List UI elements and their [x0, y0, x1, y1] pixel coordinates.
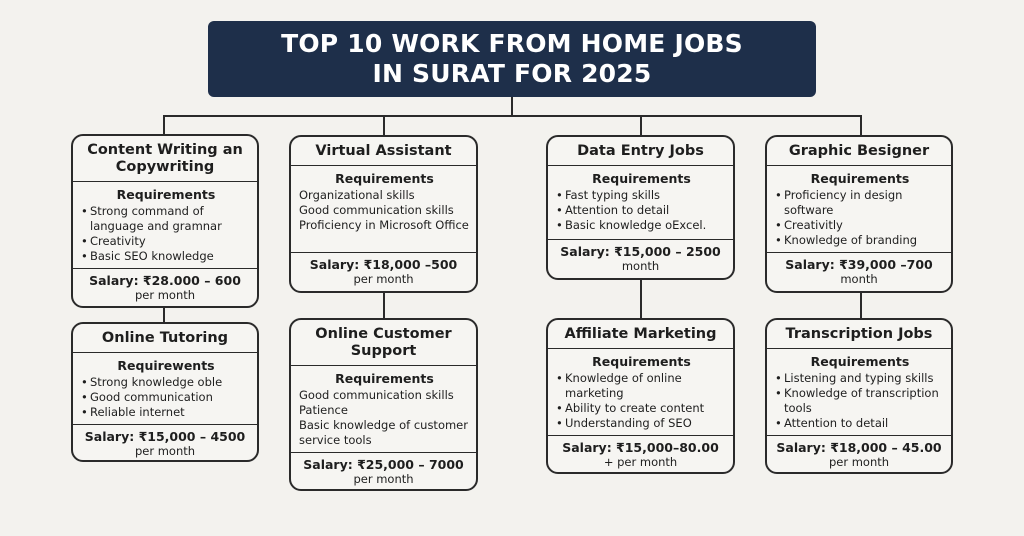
connector-title-stem: [511, 97, 513, 116]
bullet-icon: •: [81, 405, 88, 419]
requirement-item: [81, 405, 251, 420]
title-line-1: TOP 10 WORK FROM HOME JOBS: [281, 29, 743, 58]
salary-section: [291, 253, 476, 291]
card-title: [291, 320, 476, 366]
job-card-online-customer-support: [289, 318, 478, 491]
bullet-icon: •: [775, 218, 782, 232]
requirement-text: Organizational skills: [299, 188, 415, 202]
connector-col3-vertical: [640, 280, 642, 318]
bullet-icon: •: [81, 234, 88, 248]
requirement-text: Strong command of language and gramnar: [90, 204, 222, 233]
requirement-text: Basic knowledge oExcel.: [565, 218, 707, 232]
salary-section: [548, 436, 733, 474]
connector-drop-col2: [383, 115, 385, 135]
requirement-text: Patience: [299, 403, 348, 417]
bullet-icon: •: [775, 371, 782, 385]
requirement-item: [81, 204, 251, 234]
card-title-line: Copywriting: [115, 159, 215, 175]
title-line-2: IN SURAT FOR 2025: [372, 59, 652, 88]
salary-range: Salary: ₹28.000 – 600: [89, 273, 241, 288]
bullet-icon: •: [775, 188, 782, 202]
salary-section: [73, 269, 257, 307]
requirement-item: [775, 218, 945, 233]
salary-range: Salary: ₹15,000 – 4500: [84, 429, 246, 444]
requirement-text: Knowledge of online marketing: [565, 371, 682, 400]
card-title-line: Affiliate Marketing: [564, 326, 717, 342]
bullet-icon: •: [81, 375, 88, 389]
bullet-icon: •: [775, 386, 782, 400]
requirement-item: [299, 188, 470, 203]
salary-period: per month: [828, 455, 890, 469]
requirements-section: [767, 349, 951, 436]
card-title-line: Support: [350, 343, 417, 359]
requirement-text: Strong knowledge oble: [90, 375, 223, 389]
bullet-icon: •: [556, 371, 563, 385]
requirement-item: [299, 403, 470, 418]
card-title: [548, 137, 733, 166]
diagram-title: [208, 21, 816, 97]
salary-period: per month: [353, 472, 414, 486]
bullet-icon: •: [556, 188, 563, 202]
bullet-icon: •: [556, 203, 563, 217]
requirements-section: [291, 366, 476, 453]
requirement-text: Attention to detail: [784, 416, 889, 430]
job-card-content-writing: [71, 134, 259, 308]
requirements-heading: Requirements: [335, 171, 434, 186]
requirement-text: Understanding of SEO: [565, 416, 692, 430]
requirements-heading: Requirements: [810, 171, 910, 186]
requirement-item: [556, 416, 727, 431]
requirements-section: [767, 166, 951, 253]
bullet-icon: •: [81, 204, 88, 218]
salary-section: [548, 240, 733, 278]
card-title: [767, 320, 951, 349]
requirement-text: Knowledge of transcription tools: [784, 386, 939, 415]
salary-period: + per month: [603, 455, 678, 469]
job-card-virtual-assistant: [289, 135, 478, 293]
salary-range: Salary: ₹18,000 –500: [309, 257, 458, 272]
requirement-item: [299, 203, 470, 218]
salary-range: Salary: ₹18,000 – 45.00: [776, 440, 942, 455]
salary-section: [767, 253, 951, 291]
salary-range: Salary: ₹25,000 – 7000: [303, 457, 464, 472]
salary-range: Salary: ₹15,000–80.00: [562, 440, 719, 455]
requirements-section: [291, 166, 476, 253]
job-card-data-entry: [546, 135, 735, 280]
salary-section: [73, 425, 257, 462]
salary-section: [291, 453, 476, 491]
requirement-item: [81, 390, 251, 405]
requirement-item: [299, 388, 470, 403]
salary-period: per month: [134, 288, 196, 302]
connector-col2-vertical: [383, 293, 385, 318]
requirements-heading: Requirements: [116, 187, 216, 202]
salary-period: per month: [353, 272, 414, 286]
card-title-line: Graphic Besigner: [788, 143, 930, 159]
card-title: [73, 136, 257, 182]
connector-horizontal-bar: [163, 115, 862, 117]
requirements-heading: Requirements: [592, 171, 691, 186]
salary-range: Salary: ₹15,000 – 2500: [560, 244, 721, 259]
salary-period: month: [840, 272, 878, 286]
requirements-section: [548, 349, 733, 436]
requirements-section: [73, 182, 257, 269]
requirements-section: [73, 353, 257, 425]
job-card-transcription: [765, 318, 953, 474]
job-card-affiliate-marketing: [546, 318, 735, 474]
requirement-item: [775, 371, 945, 386]
requirement-text: Good communication: [90, 390, 213, 404]
requirement-text: Reliable internet: [90, 405, 185, 419]
bullet-icon: •: [775, 416, 782, 430]
connector-drop-col1: [163, 115, 165, 135]
requirement-text: Basic knowledge of customer service tools: [299, 418, 468, 447]
connector-drop-col4: [860, 115, 862, 135]
requirement-item: [556, 203, 727, 218]
card-title: [548, 320, 733, 349]
card-title-line: Transcription Jobs: [785, 326, 933, 342]
bullet-icon: •: [556, 218, 563, 232]
card-title: [73, 324, 257, 353]
job-card-online-tutoring: [71, 322, 259, 462]
requirement-item: [81, 375, 251, 390]
card-title-line: Content Writing an: [87, 142, 243, 158]
salary-section: [767, 436, 951, 474]
card-title: [767, 137, 951, 166]
card-title: [291, 137, 476, 166]
card-title-line: Online Tutoring: [101, 330, 229, 346]
requirement-item: [775, 416, 945, 431]
requirement-text: Ability to create content: [565, 401, 705, 415]
requirement-text: Proficiency in Microsoft Office: [299, 218, 469, 232]
bullet-icon: •: [81, 390, 88, 404]
requirements-section: [548, 166, 733, 240]
card-title-line: Online Customer: [315, 326, 452, 342]
salary-range: Salary: ₹39,000 –700: [785, 257, 933, 272]
requirement-item: [556, 188, 727, 203]
bullet-icon: •: [556, 401, 563, 415]
card-title-line: Data Entry Jobs: [577, 143, 704, 159]
salary-period: per month: [134, 444, 196, 458]
requirement-text: Good communication skills: [299, 388, 454, 402]
requirement-text: Attention to detail: [565, 203, 670, 217]
requirements-heading: Requirements: [592, 354, 691, 369]
requirement-text: Creativitly: [784, 218, 843, 232]
requirement-text: Proficiency in design software: [784, 188, 903, 217]
requirement-item: [556, 218, 727, 233]
requirement-text: Good communication skills: [299, 203, 454, 217]
requirement-item: [556, 401, 727, 416]
requirement-item: [81, 234, 251, 249]
bullet-icon: •: [775, 233, 782, 247]
requirement-text: Creativity: [90, 234, 146, 248]
requirement-item: [299, 218, 470, 233]
job-card-graphic-designer: [765, 135, 953, 293]
salary-period: month: [621, 259, 660, 273]
requirements-heading: Requirements: [810, 354, 910, 369]
connector-drop-col3: [640, 115, 642, 135]
requirements-heading: Requirements: [335, 371, 434, 386]
requirement-item: [556, 371, 727, 401]
connector-col4-vertical: [860, 293, 862, 318]
requirement-item: [299, 418, 470, 448]
requirement-text: Knowledge of branding: [784, 233, 918, 247]
requirement-item: [775, 188, 945, 218]
requirement-item: [81, 249, 251, 264]
requirement-item: [775, 386, 945, 416]
connector-col1-vertical: [163, 308, 165, 322]
card-title-line: Virtual Assistant: [315, 143, 452, 159]
bullet-icon: •: [556, 416, 563, 430]
requirements-heading: Requirewents: [117, 358, 215, 373]
bullet-icon: •: [81, 249, 88, 263]
requirement-text: Listening and typing skills: [784, 371, 934, 385]
requirement-text: Basic SEO knowledge: [90, 249, 214, 263]
requirement-item: [775, 233, 945, 248]
requirement-text: Fast typing skills: [565, 188, 661, 202]
